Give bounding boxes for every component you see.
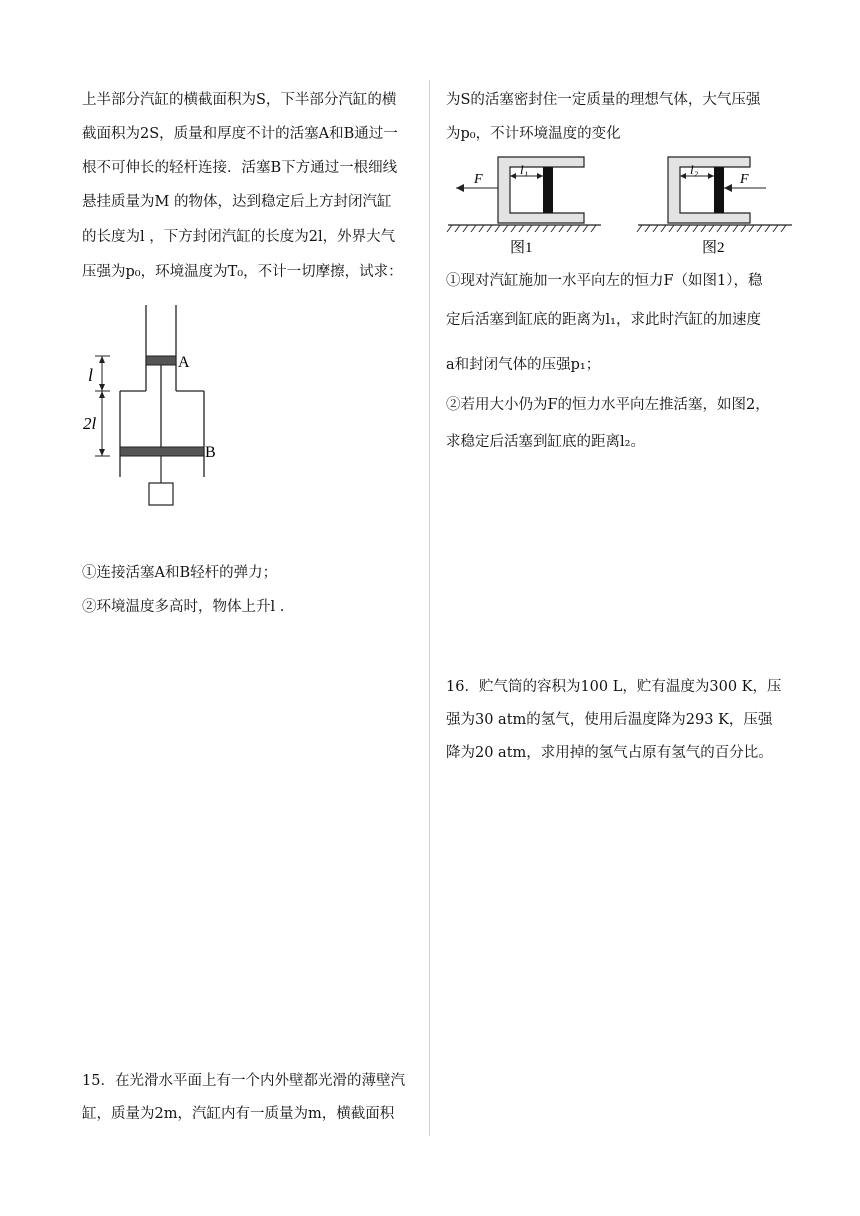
fig1-caption: 图1: [510, 240, 533, 256]
left-line-5: 的长度为l ，下方封闭汽缸的长度为2l，外界大气: [82, 229, 396, 245]
figure-1: [446, 155, 611, 260]
fig2-label-l2: l₂: [690, 162, 699, 177]
q15-line-1: 15．在光滑水平面上有一个内外壁都光滑的薄壁汽: [82, 1073, 405, 1089]
right-q-line-3: a和封闭气体的压强p₁；: [446, 357, 601, 373]
figure-2: [634, 155, 799, 260]
label-l: l: [88, 365, 94, 385]
left-line-3: 根不可伸长的轻杆连接．活塞B下方通过一根细线: [82, 160, 398, 176]
question-2: ②环境温度多高时，物体上升l .: [82, 599, 285, 615]
fig1-label-f: F: [474, 172, 483, 187]
q15-line-2: 缸，质量为2m，汽缸内有一质量为m，横截面积: [82, 1106, 395, 1122]
left-line-1: 上半部分汽缸的横截面积为S，下半部分汽缸的横: [82, 92, 397, 108]
fig1-label-l1: l₁: [520, 162, 529, 177]
question-1: ①连接活塞A和B轻杆的弹力；: [82, 565, 278, 581]
label-b: B: [205, 444, 216, 461]
left-line-4: 悬挂质量为M 的物体，达到稳定后上方封闭汽缸: [82, 194, 392, 210]
right-q-line-5: 求稳定后活塞到缸底的距离l₂。: [446, 434, 645, 450]
column-divider: [429, 80, 430, 1136]
q16-line-2: 强为30 atm的氢气，使用后温度降为293 K，压强: [446, 712, 773, 728]
left-line-6: 压强为p₀，环境温度为T₀，不计一切摩擦，试求：: [82, 264, 403, 280]
right-intro-1: 为S的活塞密封住一定质量的理想气体，大气压强: [446, 92, 761, 108]
q16-line-1: 16．贮气筒的容积为100 L，贮有温度为300 K，压: [446, 679, 782, 695]
right-intro-2: 为p₀，不计环境温度的变化: [446, 126, 621, 142]
right-q-line-4: ②若用大小仍为F的恒力水平向左推活塞，如图2，: [446, 397, 770, 413]
right-q-line-1: ①现对汽缸施加一水平向左的恒力F（如图1），稳: [446, 273, 763, 289]
q16-line-3: 降为20 atm，求用掉的氢气占原有氢气的百分比。: [446, 745, 773, 761]
label-2l: 2l: [83, 414, 97, 433]
fig2-caption: 图2: [702, 240, 725, 256]
fig2-label-f: F: [740, 172, 749, 187]
right-q-line-2: 定后活塞到缸底的距离为l₁，求此时汽缸的加速度: [446, 312, 761, 328]
cylinder-figure: [80, 305, 230, 515]
left-line-2: 截面积为2S，质量和厚度不计的活塞A和B通过一: [82, 126, 398, 142]
label-a: A: [178, 354, 190, 371]
